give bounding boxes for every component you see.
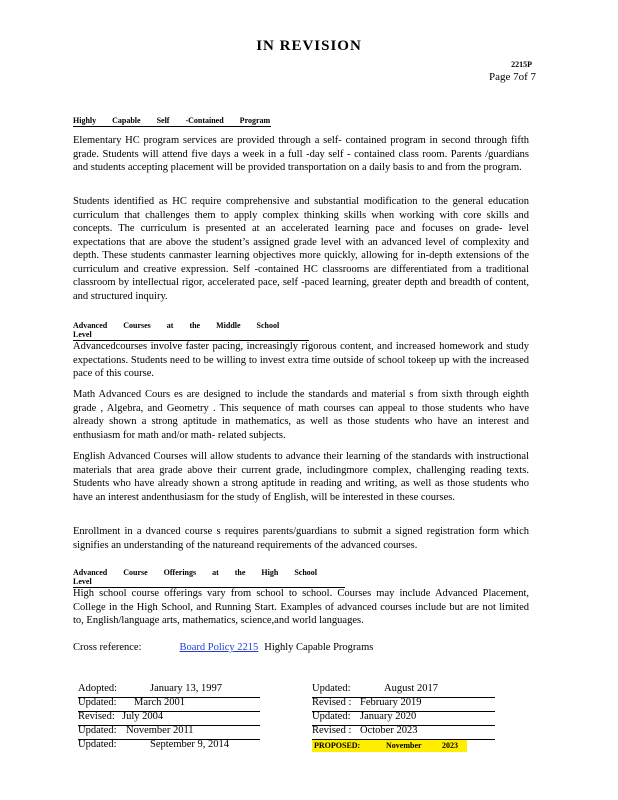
history-row: Updated: September 9, 2014 xyxy=(78,739,230,750)
proposed-month: November xyxy=(386,741,422,750)
section-heading-hc-program: Highly Capable Self -Contained Program xyxy=(73,116,271,125)
history-row: Updated: January 2020 xyxy=(312,711,495,726)
policy-code: 2215P xyxy=(511,60,532,69)
cross-reference xyxy=(73,642,373,653)
history-row: Updated: August 2017 xyxy=(312,683,495,698)
section-heading-middle-school: Advanced Courses at the Middle School Level xyxy=(73,321,309,341)
paragraph: Advancedcourses involve faster pacing, increasingly rigorous content, and increased homework and study expectations. Students need to be willing to invest extra time outside of school tokeep up with the increased pace of this course. xyxy=(73,341,529,379)
revision-history-left xyxy=(78,683,260,755)
history-row: Revised: July 2004 xyxy=(78,711,260,726)
history-row: Adopted: January 13, 1997 xyxy=(78,683,260,698)
paragraph: High school course offerings vary from school to school. Courses may include Advanced Placement, College in the High School, and Running Start. Examples of advanced courses include but are not limited to, English/language arts, mathematics, science,and world languages. xyxy=(73,588,529,626)
paragraph: Math Advanced Cours es are designed to include the standards and material s from sixth through eighth grade , Algebra, and Geometry . This sequence of math courses can appeal to those students who have already shown a strong aptitude in mathematics, as well as those students who have an interest and enthusiasm for math and/or math- related subjects. xyxy=(73,389,529,441)
history-row: Revised : February 2019 xyxy=(312,697,495,712)
page-number: Page 7of 7 xyxy=(488,71,536,83)
history-row: Updated: November 2011 xyxy=(78,725,260,740)
document-title: IN REVISION xyxy=(256,38,362,54)
paragraph: Elementary HC program services are provided through a self- contained program in second through fifth grade. Students will attend five days a week in a full -day self - contained class room. Parents /guardians and students accepting placement will be provided transportation on a daily basis to and from the program. xyxy=(73,135,529,173)
proposed-highlight xyxy=(312,740,467,752)
history-row: Updated: March 2001 xyxy=(78,697,260,712)
paragraph: Students identified as HC require comprehensive and substantial modification to the general education curriculum that challenges them to apply complex thinking skills when working with core skills and concepts. The curriculum is presented at an accelerated learning pace and focuses on grade- level expectations that are above the student’s assigned grade level with an advanced level of complexity and depth. These students canmaster learning objectives more quickly, allowing for in-depth extensions of the curriculum and creative expression. Self -contained HC classrooms are differentiated from a traditional classroom by intellectual rigor, accelerated pace, self -paced learning, greater depth and breadth of content, and structured inquiry. xyxy=(73,196,529,302)
proposed-label: PROPOSED: xyxy=(314,741,361,750)
section-heading-high-school: Advanced Course Offerings at the High School Level xyxy=(73,568,345,588)
cross-reference-label: Cross reference: xyxy=(73,642,142,653)
paragraph: Enrollment in a dvanced course s requires parents/guardians to submit a signed registration form which signifies an understanding of the natureand requirements of the advanced courses. xyxy=(73,526,529,551)
paragraph: English Advanced Courses will allow students to advance their learning of the standards with instructional materials that area grade above their current grade, includingmore complex, challenging reading texts. Students who have already shown a strong aptitude in reading and writing, as well as those students who have an interest andenthusiasm for the study of English, will be interested in these courses. xyxy=(73,451,529,503)
history-row: Revised : October 2023 xyxy=(312,725,495,740)
proposed-year: 2023 xyxy=(442,741,458,750)
cross-reference-text: Highly Capable Programs xyxy=(264,642,374,653)
revision-history-right xyxy=(312,683,495,755)
board-policy-link[interactable]: Board Policy 2215 xyxy=(179,642,259,653)
